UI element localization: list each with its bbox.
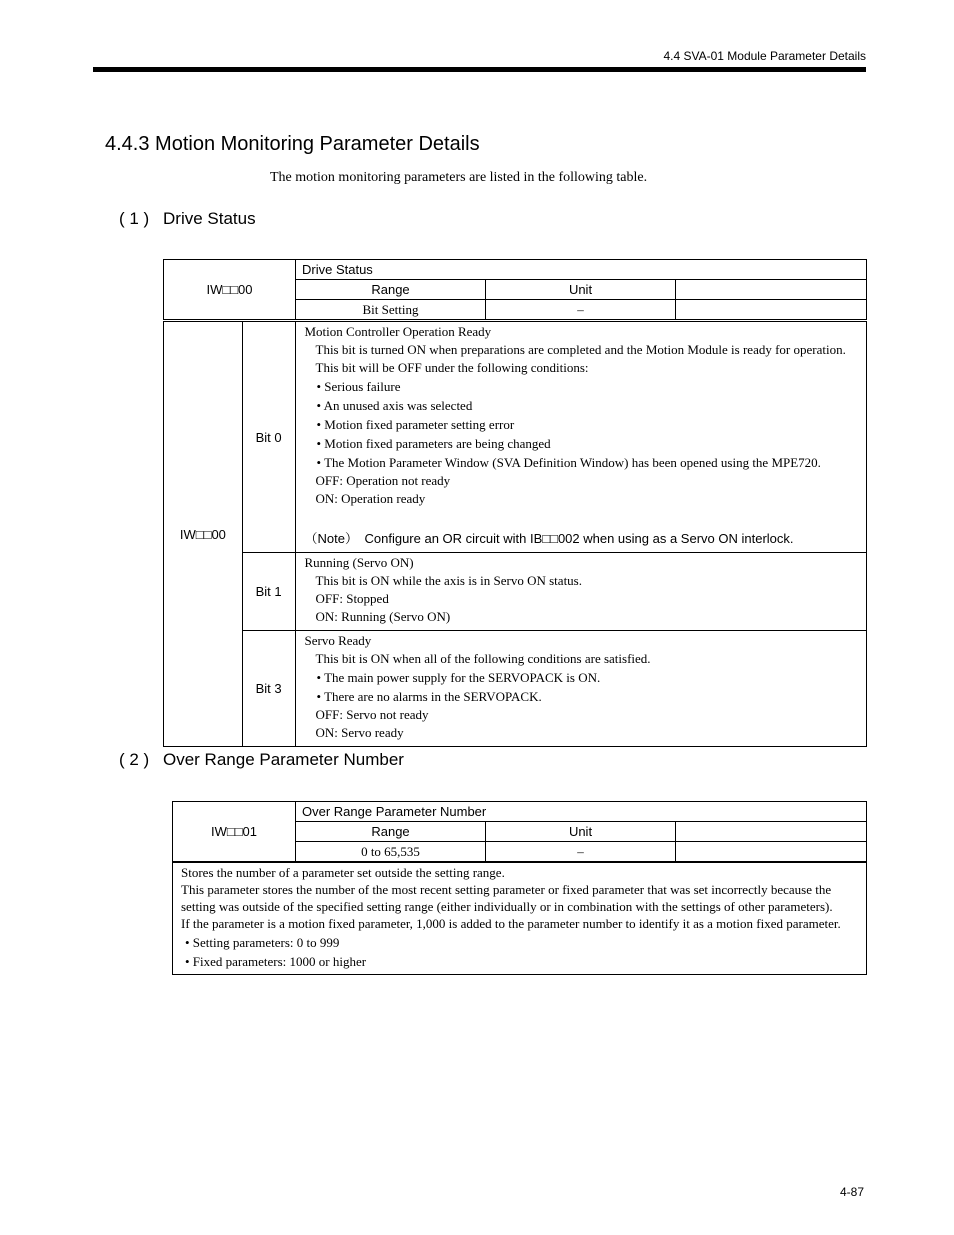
description-line: Stores the number of a parameter set outside the setting range. (181, 865, 505, 880)
description-line: This bit is turned ON when preparations are completed and the Motion Module is ready for operation. (315, 342, 846, 357)
empty-value-cell (676, 300, 867, 320)
description-line: This bit will be OFF under the following conditions: (315, 360, 589, 375)
subsection-title: Drive Status (163, 209, 256, 228)
subsection-number: ( 2 ) (119, 750, 150, 769)
on-state: ON: Servo ready (315, 725, 404, 740)
description-line: This bit is ON while the axis is in Servo ON status. (315, 573, 582, 588)
bit-title: Running (Servo ON) (304, 555, 414, 570)
register-id: IW□□00 (164, 260, 296, 320)
bullet-item: • Motion fixed parameters are being changed (316, 436, 551, 451)
over-range-description-table (172, 862, 867, 975)
bit-title: Servo Ready (304, 633, 372, 648)
body-register-id: IW□□00 (164, 322, 243, 747)
range-value: Bit Setting (296, 300, 486, 320)
description-line: This bit is ON when all of the following conditions are satisfied. (315, 651, 651, 666)
subsection-heading-over-range (119, 750, 404, 770)
drive-status-bit-table (163, 321, 867, 747)
unit-value: – (486, 300, 676, 320)
header-rule (93, 67, 866, 72)
parameter-description (173, 863, 867, 975)
unit-header: Unit (486, 822, 676, 842)
empty-header-cell (676, 280, 867, 300)
bullet-item: • Setting parameters: 0 to 999 (185, 935, 340, 950)
bit-label: Bit 0 (242, 322, 295, 553)
section-title: 4.4.3 Motion Monitoring Parameter Details (105, 133, 480, 155)
bullet-item: • Serious failure (316, 379, 401, 394)
bullet-item: • The main power supply for the SERVOPACK is ON. (316, 670, 601, 685)
bit-description (295, 322, 867, 553)
parameter-name: Over Range Parameter Number (296, 802, 867, 822)
bit-title: Motion Controller Operation Ready (304, 324, 492, 339)
note-text: Configure an OR circuit with IB□□002 when using as a Servo ON interlock. (364, 531, 794, 546)
range-header: Range (296, 280, 486, 300)
unit-header: Unit (486, 280, 676, 300)
note (305, 530, 867, 548)
bullet-item: • Fixed parameters: 1000 or higher (185, 954, 367, 969)
bit-description (295, 553, 867, 631)
off-state: OFF: Stopped (315, 591, 389, 606)
bit-label: Bit 3 (242, 631, 295, 747)
register-id: IW□□01 (173, 802, 296, 862)
drive-status-header-table (163, 259, 867, 320)
on-state: ON: Running (Servo ON) (315, 609, 451, 624)
off-state: OFF: Operation not ready (315, 473, 451, 488)
note-label: （Note） (304, 531, 358, 546)
parameter-name: Drive Status (296, 260, 867, 280)
range-value: 0 to 65,535 (296, 842, 486, 862)
running-head: 4.4 SVA-01 Module Parameter Details (663, 49, 866, 63)
unit-value: – (486, 842, 676, 862)
on-state: ON: Operation ready (315, 491, 426, 506)
range-header: Range (296, 822, 486, 842)
subsection-number: ( 1 ) (119, 209, 150, 228)
empty-header-cell (676, 822, 867, 842)
over-range-header-table (172, 801, 867, 862)
bit-description (295, 631, 867, 747)
bullet-item: • There are no alarms in the SERVOPACK. (316, 689, 542, 704)
bullet-item: • An unused axis was selected (316, 398, 473, 413)
page-number: 4-87 (839, 1185, 864, 1199)
subsection-title: Over Range Parameter Number (163, 750, 404, 769)
description-line: This parameter stores the number of the most recent setting parameter or fixed parameter that was set incorrectly because the setting was outside of the specified setting range (either individually or in combination with the settings of other parameters). (181, 882, 833, 914)
description-line: If the parameter is a motion fixed parameter, 1,000 is added to the parameter number to identify it as a motion fixed parameter. (181, 916, 841, 931)
off-state: OFF: Servo not ready (315, 707, 429, 722)
bullet-item: • Motion fixed parameter setting error (316, 417, 515, 432)
empty-value-cell (676, 842, 867, 862)
subsection-heading-drive-status (119, 209, 256, 229)
bullet-item: • The Motion Parameter Window (SVA Definition Window) has been opened using the MPE720. (316, 455, 821, 470)
bit-label: Bit 1 (242, 553, 295, 631)
section-intro: The motion monitoring parameters are listed in the following table. (270, 170, 648, 185)
